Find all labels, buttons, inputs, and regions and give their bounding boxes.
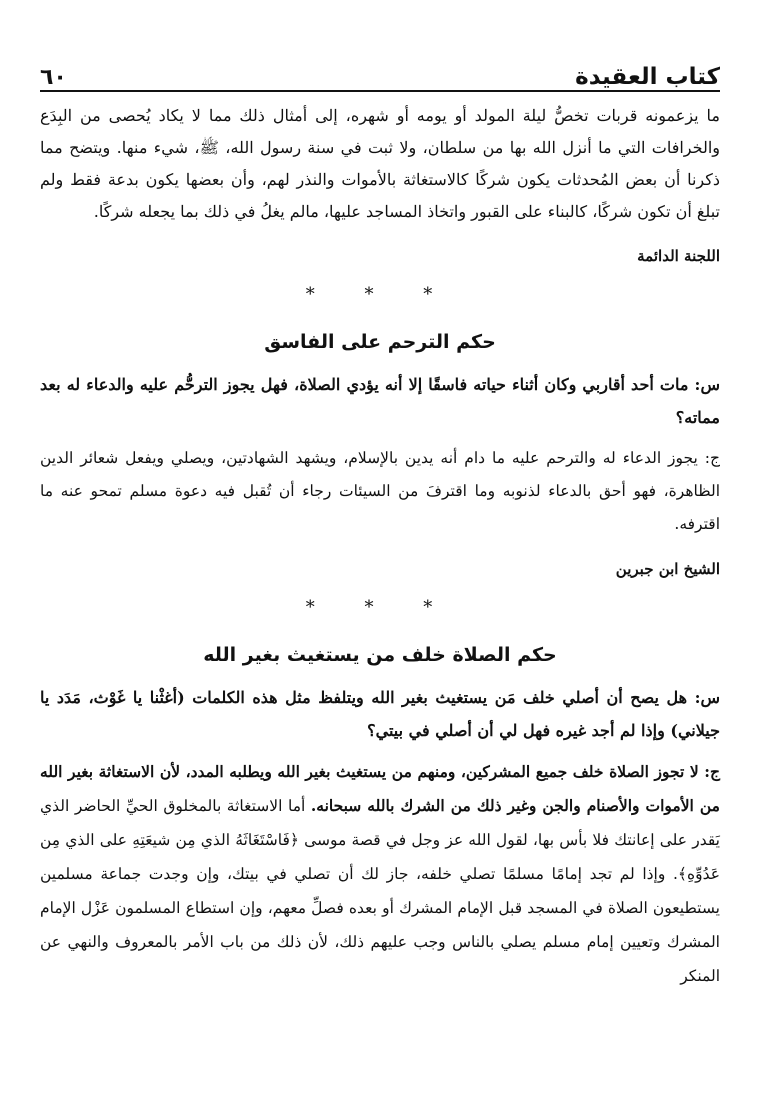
opening-paragraph: ما يزعمونه قربات تخصُّ ليلة المولد أو يومه أو شهره، إلى أمثال ذلك مما لا يكاد يُحصى من البِدَع والخرافات التي ما أنزل الله بها من سلطان، ولا ثبت في سنة رسول الله، ﷺ، شيء منها. ويتضح مما ذكرنا أن بعض المُحدثات يكون شركًا كالاستغاثة بالأموات والنذر لهم، وأن بعضها يكون بدعة فقط ولم تبلغ أن تكون شركًا، كالبناء على القبور واتخاذ المساجد عليها، مالم يغلُ في ذلك بما يجعله شركًا.	[40, 106, 720, 221]
section-heading-fasiq: حكم الترحم على الفاسق	[264, 331, 496, 353]
question-fasiq: س: مات أحد أقاربي وكان أثناء حياته فاسقًا إلا أنه يؤدي الصلاة، فهل يجوز الترحُّم عليه والدعاء له بعد مماته؟	[40, 375, 720, 427]
section-separator-2: * * *	[305, 597, 455, 618]
page-number: ٦٠	[40, 65, 67, 90]
running-title: كتاب العقيدة	[575, 64, 720, 90]
question-istighatha: س: هل يصح أن أصلي خلف مَن يستغيث بغير الله ويتلفظ مثل هذه الكلمات (أغثْنا يا غَوْث، مَدَد يا جيلاني) وإذا لم أجد غيره فهل لي أن أصلي في بيتي؟	[40, 688, 721, 740]
answer-fasiq-signature: الشيخ ابن جبرين	[615, 560, 720, 578]
answer-istighatha-detail: أما الاستغاثة بالمخلوق الحيِّ الحاضر الذي يَقدر على إعانتك فلا بأس بها، لقول الله عز وجل في قصة موسى ﴿فَاسْتَغَاثَهُ الذي مِن شيعَتِهِ على الذي مِن عَدُوِّهِ﴾. وإذا لم تجد إمامًا مسلمًا تصلي خلفه، جاز لك أن تصلي في بيتك، وإن وجدت جماعة مسلمين يستطيعون الصلاة في المسجد قبل الإمام المشرك أو بعده فصلِّ معهم، وإن استطاع المسلمون عَزْل الإمام المشرك وتعيين إمام مسلم يصلي بالناس وجب عليهم ذلك، لأن ذلك من باب الأمر بالمعروف والنهي عن المنكر	[40, 797, 720, 985]
book-page	[40, 56, 720, 993]
opening-signature: اللجنة الدائمة	[637, 247, 720, 265]
running-header	[40, 56, 720, 92]
answer-fasiq: ج: يجوز الدعاء له والترحم عليه ما دام أنه يدين بالإسلام، ويشهد الشهادتين، ويصلي ويفعل شعائر الدين الظاهرة، فهو أحق بالدعاء لذنوبه وما اقترفَ من السيئات رجاء أن تُقبل فيه دعوة مسلم تمحو عنه ما اقترفه.	[40, 449, 720, 533]
section-heading-istighatha: حكم الصلاة خلف من يستغيث بغير الله	[203, 644, 557, 666]
section-separator: * * *	[305, 284, 455, 305]
answer-istighatha-ruling: ج: لا تجوز الصلاة خلف جميع المشركين، ومنهم من يستغيث بغير الله ويطلبه المدد، لأن الاستغاثة بغير الله من الأموات والأصنام والجن وغير ذلك من الشرك بالله سبحانه.	[40, 762, 720, 815]
answer-istighatha	[40, 755, 720, 993]
